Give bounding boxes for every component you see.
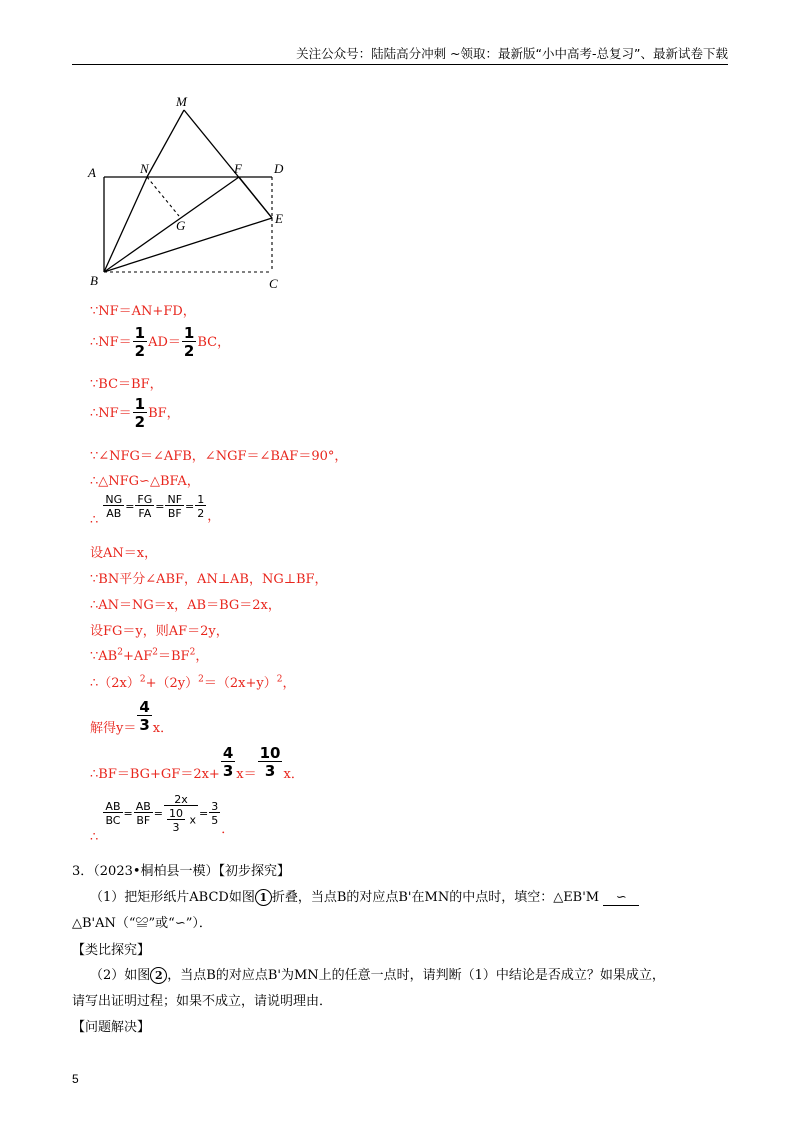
label-D: D (274, 161, 284, 176)
section-analogy: 【类比探究】 (72, 943, 151, 958)
section-problem-solving: 【问题解决】 (72, 1020, 151, 1035)
label-A: A (88, 165, 96, 180)
page-header: 关注公众号：陆陆高分冲刺 ~领取：最新版“小中高考-总复习”、最新试卷下载 (72, 44, 728, 65)
label-E: E (275, 211, 283, 226)
solution-line-7: ∴ $\frac{NG}{AB}$ = $\frac{FG}{FA}$ = $\frac{NF}{BF}$ = $\frac{1}{2}$ ， (90, 493, 221, 528)
label-F: F (234, 161, 242, 176)
circled-one-icon: 1 (255, 889, 272, 906)
solution-line-13: $\therefore(2x)^2+(2y)^2=(2x+y)^2$， (90, 674, 296, 691)
problem-3-part-2-cont: 请写出证明过程；如果不成立，请说明理由． (72, 994, 333, 1009)
solution-line-1: ∵NF＝AN+FD， (90, 304, 196, 319)
label-G: G (176, 218, 186, 233)
solution-line-9: ∵BN平分∠ABF，AN⊥AB，NG⊥BF， (90, 572, 328, 587)
solution-line-14: 解得y＝ $\frac{4}{3}$ x． (90, 698, 174, 736)
solution-line-4: ∴NF＝ $\frac{1}{2}$ BF， (90, 395, 180, 431)
problem-3-part-1: （1）把矩形纸片ABCD如图 1 折叠，当点B的对应点B'在MN的中点时，填空：△EB'M ∽ (90, 886, 639, 906)
answer-blank: ∽ (603, 890, 639, 906)
label-M: M (176, 94, 187, 109)
solution-line-16: ∴ $\frac{AB}{BC}$ = $\frac{AB}{BF}$ = 2x $\frac{10}{3}$ x = $\frac{3}{5}$ ． (90, 793, 235, 845)
page-number: 5 (72, 1072, 79, 1086)
solution-line-8: 设AN＝x， (90, 546, 158, 561)
solution-line-11: 设FG＝y，则AF＝2y， (90, 624, 229, 639)
problem-3-title: 3．（2023•桐柏县一模）【初步探究】 (72, 864, 291, 879)
solution-line-15: ∴BF＝BG+GF＝2x+ $\frac{4}{3}$ x＝ $\frac{10}{3}$ x． (90, 744, 304, 782)
circled-two-icon: 2 (150, 967, 167, 984)
solution-line-10: ∴AN＝NG＝x，AB＝BG＝2x， (90, 598, 281, 613)
geometry-diagram (84, 92, 304, 292)
label-C: C (269, 276, 278, 291)
solution-line-6: ∴△NFG∽△BFA， (90, 474, 200, 489)
solution-line-12: $\because AB^2+AF^2=BF^2$， (90, 647, 209, 664)
problem-3-part-1-cont: △B'AN（“≌”或“∽”）． (72, 916, 212, 931)
geometry-figure (84, 92, 304, 292)
label-N: N (140, 161, 149, 176)
solution-line-5: ∵∠NFG＝∠AFB，∠NGF＝∠BAF＝90°， (90, 449, 348, 464)
label-B: B (90, 273, 98, 288)
solution-line-3: ∵BC＝BF， (90, 377, 163, 392)
problem-3-part-2: （2）如图 2 ，当点B的对应点B'为MN上的任意一点时，请判断（1）中结论是否成立？如果成立， (90, 968, 665, 983)
solution-line-2: ∴NF＝ $\frac{1}{2}$ AD＝ $\frac{1}{2}$ BC， (90, 324, 231, 360)
